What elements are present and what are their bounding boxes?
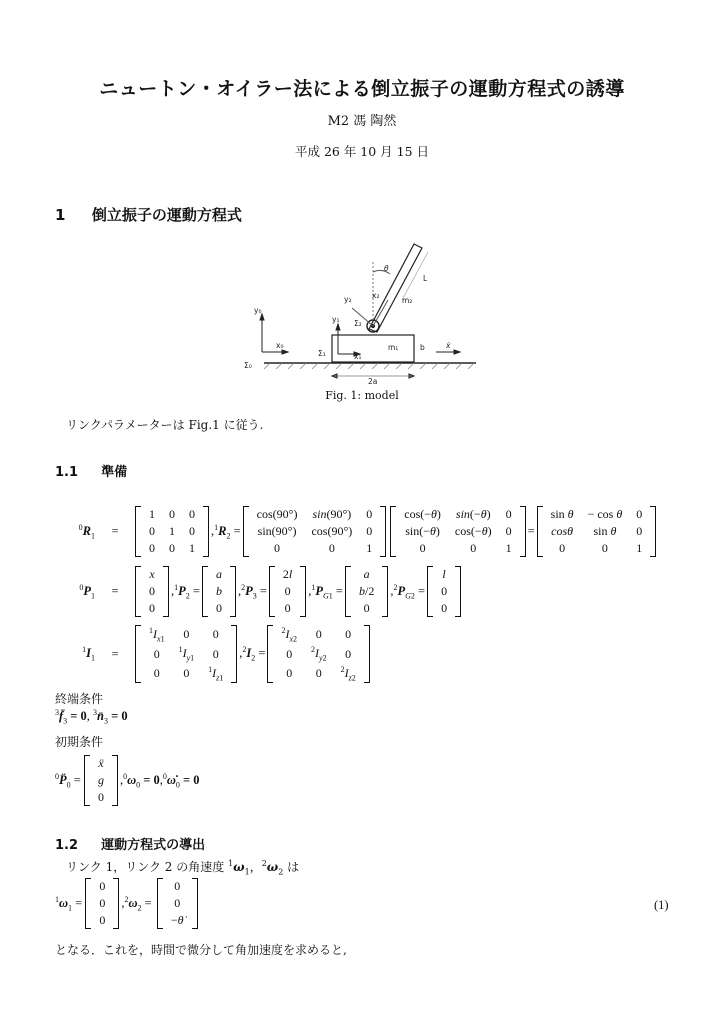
sigma2-label: Σ₂: [354, 319, 362, 328]
initial-conditions: $^0P̈_0$ = ẍ g 0 $,^0\omega_0$ = $0,^0\omegȧ_0 = 0$: [55, 756, 200, 804]
rotation-matrices: $^0R_1$ = 1 0 0 0 1 0 0 0 1 $,^1R_2$ = cos(90°) sin(90°) 0 sin(90°) cos(90°) 0 0 0 1 cos(−θ) sin(−θ) 0 sin(−θ) cos(−θ) 0 0 0 1 = sin θ − cos θ 0 cosθ sin θ 0 0 0 1: [55, 506, 656, 557]
y0-label: y₀: [254, 306, 262, 315]
subsection-heading: [55, 461, 127, 480]
x1-label: x₁: [354, 352, 362, 361]
sigma0-label: Σ₀: [244, 361, 252, 370]
b-label: b: [420, 343, 425, 352]
angular-velocity-text: リンク 1，リンク 2 の角速度 $^1\omega_1$，$^2\omega_2$ は: [66, 859, 300, 877]
angular-velocity-equation: $^1\omega_1$ = 0 0 0 $,^2\omega_2$ = 0 0 −θ̇: [55, 878, 198, 929]
equation-number: (1): [654, 898, 669, 912]
section-number: 1: [55, 206, 66, 224]
y1-label: y₁: [332, 315, 340, 324]
subsection-title: 準備: [101, 465, 128, 480]
subsection-number-2: 1.2: [55, 838, 79, 853]
m2-label: m₂: [402, 296, 413, 305]
sigma1-label: Σ₁: [318, 349, 326, 358]
intro-text: リンクパラメーターは Fig.1 に従う.: [66, 418, 264, 432]
length-label: L: [423, 274, 428, 283]
inertia-tensors: $^1I_1$ = $^1I_{x1}$ 0 0 0 $^1I_{y1}$ 0 0 0 $^1I_{z1}$ $,^2I_2$ = $^2I_{x2}$ 0 0 0 $^2I_{y2}$ 0 0 0 $^2I_{z2}$: [55, 625, 370, 683]
boundary-label: 終端条件: [55, 692, 104, 706]
date: 平成 26 年 10 月 15 日: [294, 144, 430, 159]
xdot-label: ẋ: [446, 341, 451, 350]
model-figure: [240, 240, 490, 386]
figure-caption: Fig. 1: model: [325, 389, 399, 402]
angular-velocity-sentence: リンク 1，リンク 2 の角速度: [66, 860, 229, 874]
x0-label: x₀: [276, 341, 284, 350]
subsection-number: 1.1: [55, 465, 79, 480]
subsection-title-2: 運動方程式の導出: [101, 838, 206, 853]
position-vectors: $^0P_1$ = x 0 0 $,^1P_2$ = a b 0 $,^2P_3$ = 2l 0 0 $,^1P_{G1}$ = a b/2 0 $,^2P_{G2}$ = l 0 0: [55, 566, 461, 617]
y2-label: y₂: [344, 295, 352, 304]
m1-label: m₁: [388, 343, 399, 352]
boundary-conditions: $^3f̄_3 = 0$, $^3n̄_3 = 0$: [55, 708, 128, 726]
closing-text: となる．これを，時間で微分して角加速度を求めると,: [55, 943, 347, 957]
paper-title: ニュートン・オイラー法による倒立振子の運動方程式の誘導: [99, 78, 625, 100]
initial-label: 初期条件: [55, 735, 104, 749]
section-heading: [55, 204, 242, 225]
section-title: 倒立振子の運動方程式: [91, 206, 242, 224]
2a-label: 2a: [368, 377, 378, 386]
author: M2 馮 陶然: [327, 114, 397, 129]
subsection-heading-2: [55, 834, 205, 853]
theta-label: θ: [384, 264, 389, 273]
x2-label: x₂: [372, 291, 380, 300]
